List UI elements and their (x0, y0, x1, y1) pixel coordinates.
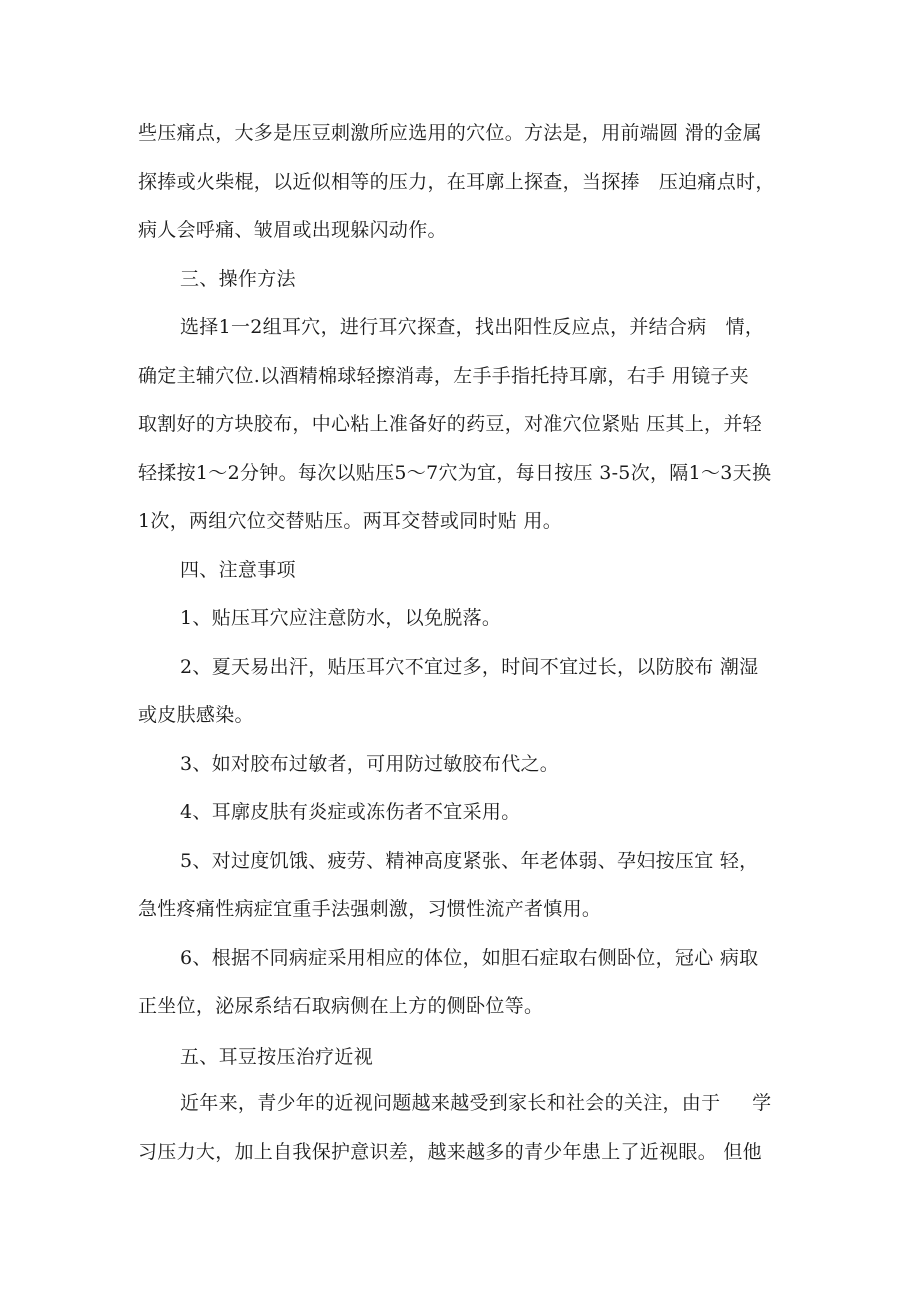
list-item: 5、对过度饥饿、疲劳、精神高度紧张、年老体弱、孕妇按压宜 轻， (180, 850, 759, 872)
text-line: 取割好的方块胶布，中心粘上准备好的药豆，对准穴位紧贴 压其上，并轻 (138, 413, 762, 435)
text-line: 近年来，青少年的近视问题越来越受到家长和社会的关注，由于 学 (180, 1092, 772, 1114)
text-line: 正坐位，泌尿系结石取病侧在上方的侧卧位等。 (138, 995, 544, 1017)
text-line: 选择1一2组耳穴，进行耳穴探查，找出阳性反应点，并结合病 情， (180, 316, 765, 338)
list-item: 4、耳廓皮肤有炎症或冻伤者不宜采用。 (180, 801, 521, 823)
list-item: 1、贴压耳穴应注意防水，以免脱落。 (180, 607, 502, 629)
text-line: 探捧或火柴棍，以近似相等的压力，在耳廓上探查，当探捧 压迫痛点时， (138, 171, 775, 193)
section-heading: 四、注意事项 (180, 559, 296, 581)
list-item: 2、夏天易出汗，贴压耳穴不宜过多，时间不宜过长，以防胶布 潮湿 (180, 656, 759, 678)
list-item: 6、根据不同病症采用相应的体位，如胆石症取右侧卧位，冠心 病取 (180, 947, 759, 969)
text-line: 习压力大，加上自我保护意识差，越来越多的青少年患上了近视眼。 但他 (138, 1141, 762, 1163)
list-item: 3、如对胶布过敏者，可用防过敏胶布代之。 (180, 753, 560, 775)
text-line: 轻揉按1～2分钟。每次以贴压5～7穴为宜，每日按压 3-5次，隔1～3天换 (138, 462, 772, 484)
section-heading: 三、操作方法 (180, 268, 296, 290)
text-line: 1次，两组穴位交替贴压。两耳交替或同时贴 用。 (138, 510, 563, 532)
section-heading: 五、耳豆按压治疗近视 (180, 1046, 374, 1068)
text-line: 病人会呼痛、皱眉或出现躲闪动作。 (138, 219, 447, 241)
text-line: 急性疼痛性病症宜重手法强刺激，习惯性流产者慎用。 (138, 898, 602, 920)
text-line: 些压痛点，大多是压豆刺激所应选用的穴位。方法是，用前端圆 滑的金属 (138, 122, 762, 144)
text-line: 确定主辅穴位.以酒精棉球轻擦消毒，左手手指托持耳廓，右手 用镜子夹 (138, 365, 749, 387)
text-line: 或皮肤感染。 (138, 704, 254, 726)
